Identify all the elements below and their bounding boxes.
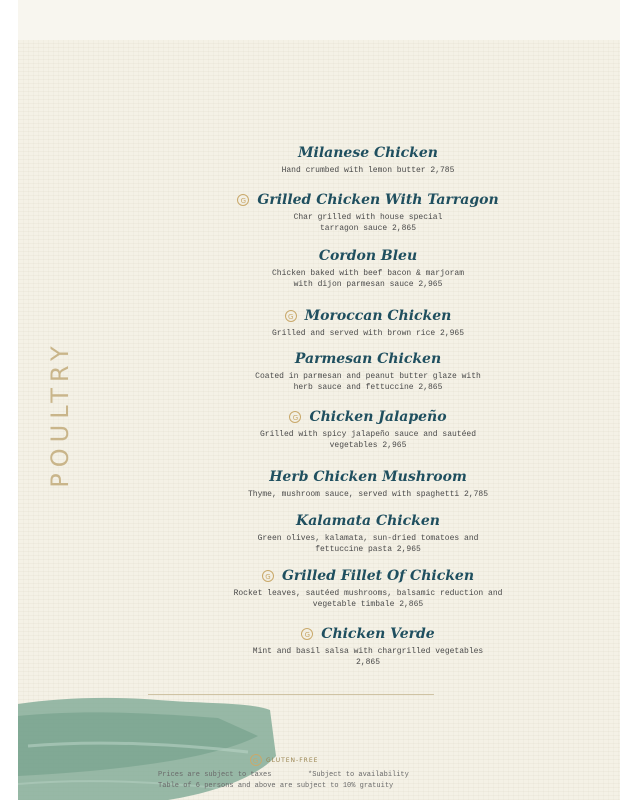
- menu-item-description: Mint and basil salsa with chargrilled vegetables 2,865: [252, 647, 484, 667]
- section-divider: [148, 694, 434, 695]
- menu-item: [148, 306, 588, 339]
- menu-item-name: G Chicken Verde: [301, 625, 434, 643]
- menu-item: [148, 407, 588, 451]
- menu-page: [18, 0, 620, 800]
- menu-item: [148, 247, 588, 290]
- menu-item-name: Kalamata Chicken: [296, 513, 440, 529]
- footer-notes: [158, 770, 458, 792]
- menu-item-description: Chicken baked with beef bacon & marjoram with dijon parmesan sauce 2,965: [271, 269, 465, 289]
- menu-item: [148, 512, 588, 555]
- gluten-free-icon: G: [262, 570, 274, 582]
- gluten-free-icon: G: [301, 628, 313, 640]
- menu-item-name: G Grilled Chicken With Tarragon: [237, 191, 498, 209]
- footer-availability-note: *Subject to availability: [308, 771, 409, 779]
- menu-item: [148, 566, 588, 610]
- menu-item-name: Herb Chicken Mushroom: [269, 469, 467, 485]
- menu-item-name: Parmesan Chicken: [294, 351, 442, 367]
- legend-label: GLUTEN-FREE: [266, 756, 319, 764]
- menu-item: [148, 468, 588, 500]
- menu-item: [148, 350, 588, 393]
- menu-item-description: Grilled with spicy jalapeño sauce and sautéed vegetables 2,965: [259, 430, 477, 450]
- menu-item-description: Green olives, kalamata, sun-dried tomatoes and fettuccine pasta 2,965: [257, 534, 479, 554]
- menu-item-description: Rocket leaves, sautéed mushrooms, balsamic reduction and vegetable timbale 2,865: [233, 589, 503, 609]
- menu-item-name: G Moroccan Chicken: [285, 307, 452, 325]
- menu-item: [148, 624, 588, 668]
- gluten-free-legend: [250, 754, 318, 766]
- gluten-free-icon: G: [237, 194, 249, 206]
- page-top-margin: [18, 0, 620, 40]
- menu-item: [148, 190, 588, 234]
- menu-item-description: Hand crumbed with lemon butter 2,785: [281, 166, 455, 175]
- gluten-free-icon: G: [250, 754, 262, 766]
- menu-item-description: Thyme, mushroom sauce, served with spaghetti 2,785: [247, 490, 489, 499]
- menu-item-name: Milanese Chicken: [298, 145, 438, 161]
- menu-item: [148, 144, 588, 176]
- footer-gratuity-note: Table of 6 persons and above are subject to 10% gratuity: [158, 782, 394, 790]
- menu-item-name: G Chicken Jalapeño: [289, 408, 446, 426]
- gluten-free-icon: G: [285, 310, 297, 322]
- footer-tax-note: Prices are subject to taxes: [158, 771, 272, 779]
- section-title: POULTRY: [46, 340, 74, 488]
- menu-item-description: Coated in parmesan and peanut butter glaze with herb sauce and fettuccine 2,865: [255, 372, 481, 392]
- menu-item-description: Grilled and served with brown rice 2,965: [271, 329, 465, 338]
- menu-item-description: Char grilled with house special tarragon sauce 2,865: [293, 213, 443, 233]
- menu-item-name: Cordon Bleu: [318, 248, 418, 264]
- menu-item-name: G Grilled Fillet Of Chicken: [262, 567, 474, 585]
- gluten-free-icon: G: [289, 411, 301, 423]
